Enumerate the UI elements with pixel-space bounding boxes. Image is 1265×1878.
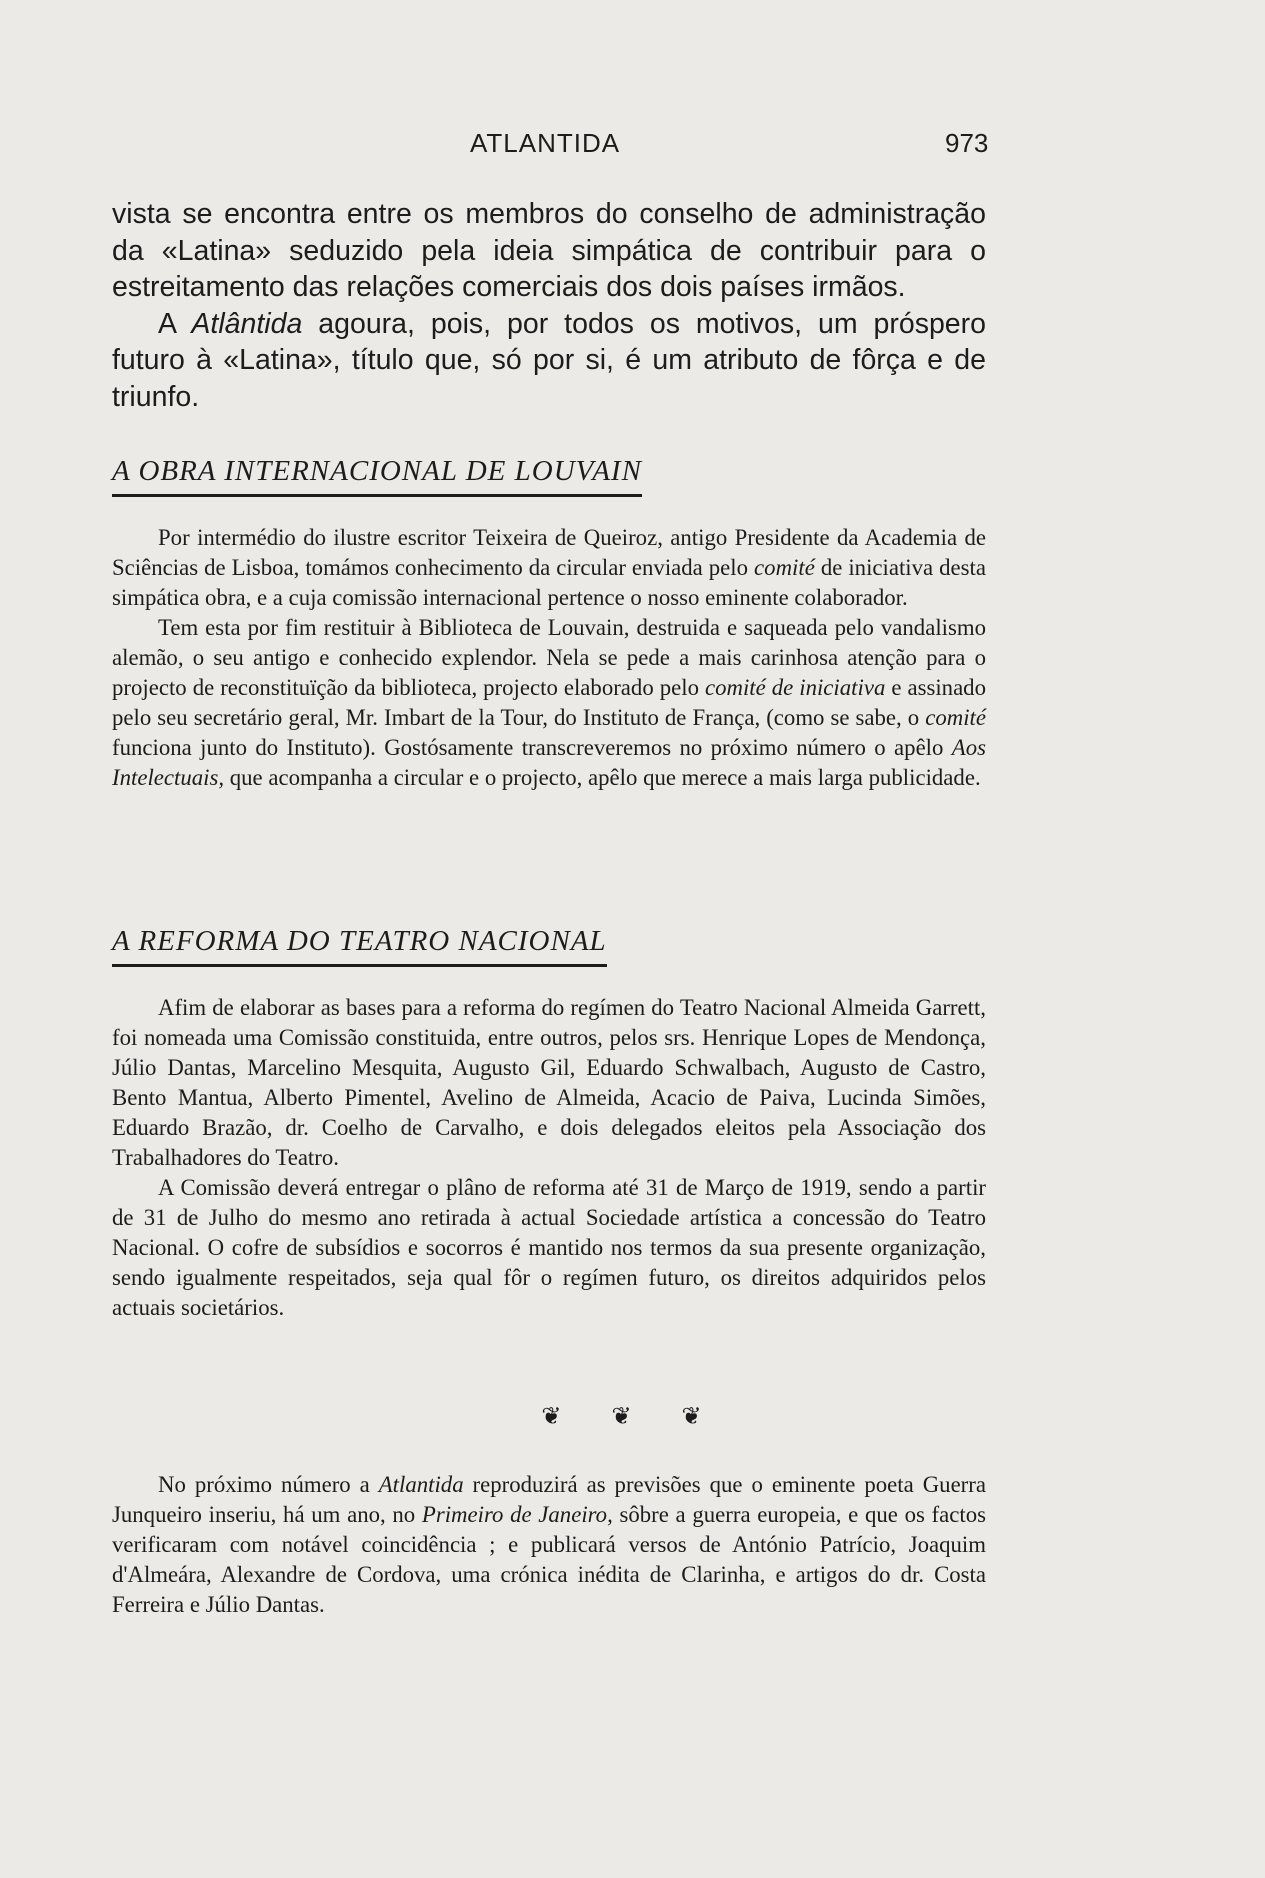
louvain-paragraph-1: Por intermédio do ilustre escritor Teixeira de Queiroz, antigo Presidente da Academia de Sciências de Lisboa, tomámos conhecimento da circular enviada pelo comité de iniciativa desta simpática obra, e a cuja comissão internacional pertence o nosso eminente colaborador. (112, 525, 986, 610)
teatro-paragraph-1: Afim de elaborar as bases para a reforma do regímen do Teatro Nacional Almeida Garrett, foi nomeada uma Comissão constituida, entre outros, pelos srs. Henrique Lopes de Mendonça, Júlio Dantas, Marcelino Mesquita, Augusto Gil, Eduardo Schwalbach, Augusto de Castro, Bento Mantua, Alberto Pimentel, Avelino de Almeida, Acacio de Paiva, Lucinda Simões, Eduardo Brazão, dr. Coelho de Carvalho, e dois delegados eleitos pela Associação dos Trabalhadores do Teatro. (112, 995, 986, 1170)
closing-paragraph: No próximo número a Atlantida reproduzirá as previsões que o eminente poeta Guerra Junqueiro inseriu, há um ano, no Primeiro de Janeiro, sôbre a guerra europeia, e que os factos verificaram com notável coincidência ; e publicará versos de António Patrício, Joaquim d'Almeára, Alexandre de Cordova, uma crónica inédita de Clarinha, e artigos do dr. Costa Ferreira e Júlio Dantas. (112, 1472, 986, 1617)
intro-paragraph-1: vista se encontra entre os membros do conselho de administração da «Latina» seduzido pela ideia simpática de contribuir para o estreitamento das relações comerciais dos dois países irmãos. (112, 198, 986, 303)
section-heading-teatro: A REFORMA DO TEATRO NACIONAL (112, 925, 607, 967)
louvain-paragraph-2: Tem esta por fim restituir à Biblioteca de Louvain, destruida e saqueada pelo vandalismo alemão, o seu antigo e conhecido explendor. Nela se pede a mais carinhosa atenção para o projecto de reconstituïção da biblioteca, projecto elaborado pelo comité de iniciativa e assinado pelo seu secretário geral, Mr. Imbart de la Tour, do Instituto de França, (como se sabe, o comité funciona junto do Instituto). Gostósamente transcreveremos no próximo número o apêlo Aos Intelectuais, que acompanha a circular e o projecto, apêlo que merece a mais larga publicidade. (112, 615, 986, 790)
intro-text (112, 196, 986, 415)
closing-text (112, 1470, 986, 1620)
ornament-divider: ❦ ❦ ❦ (541, 1404, 724, 1430)
intro-paragraph-2: A Atlântida agoura, pois, por todos os motivos, um próspero futuro à «Latina», título que, só por si, é um atributo de fôrça e de triunfo. (112, 307, 986, 413)
teatro-paragraph-2: A Comissão deverá entregar o plâno de reforma até 31 de Março de 1919, sendo a partir de 31 de Julho do mesmo ano retirada à actual Sociedade artística a concessão do Teatro Nacional. O cofre de subsídios e socorros é mantido nos termos da sua presente organização, sendo igualmente respeitados, seja qual fôr o regímen futuro, os direitos adquiridos pelos actuais societários. (112, 1175, 986, 1320)
journal-title: ATLANTIDA (470, 128, 621, 158)
page-number: 973 (945, 128, 989, 158)
atlantida-italic: Atlântida (191, 307, 303, 340)
section-heading-louvain: A OBRA INTERNACIONAL DE LOUVAIN (112, 455, 642, 497)
running-head (0, 128, 1265, 168)
louvain-text (112, 523, 986, 793)
teatro-text (112, 993, 986, 1323)
